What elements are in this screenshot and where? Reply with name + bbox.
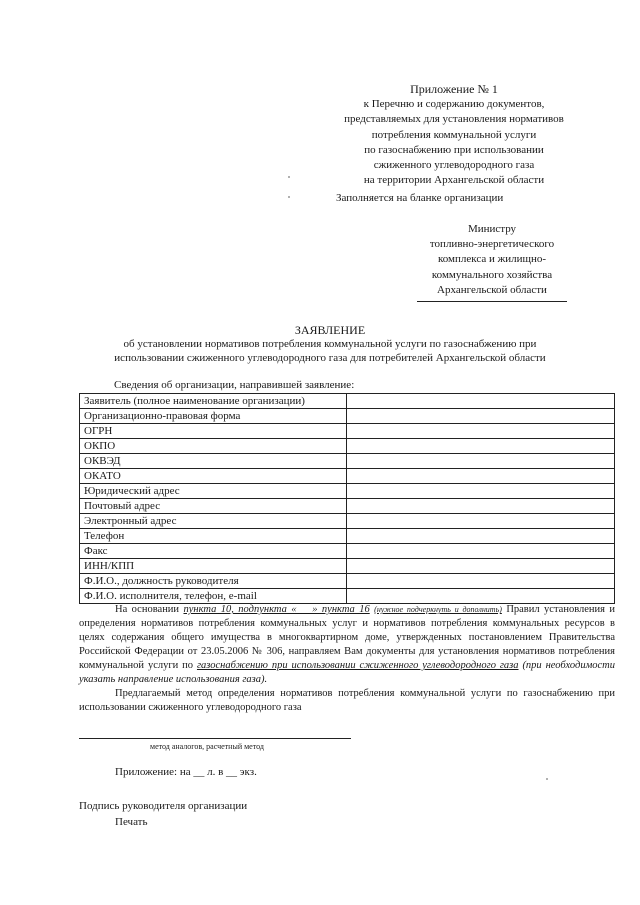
table-row — [80, 574, 615, 589]
stamp-label: Печать — [115, 816, 148, 828]
addressee-block — [412, 222, 572, 298]
addressee-line: комплекса и жилищно- — [437, 253, 547, 266]
row-label: ОГРН — [80, 424, 347, 439]
addressee-line: топливно-энергетического — [429, 238, 555, 251]
basis-prefix: На основании — [115, 604, 180, 615]
row-value-cell[interactable] — [347, 394, 615, 409]
annex-line: к Перечню и содержанию документов, — [363, 98, 545, 111]
row-value-cell[interactable] — [347, 574, 615, 589]
annex-line: представляемых для установления нормативов — [344, 113, 564, 126]
method-fill-line[interactable] — [79, 738, 351, 739]
row-label: Телефон — [80, 529, 347, 544]
row-value-cell[interactable] — [347, 439, 615, 454]
row-label: Ф.И.О., должность руководителя — [80, 574, 347, 589]
fill-note: Заполняется на бланке организации — [336, 192, 504, 204]
row-value-cell[interactable] — [347, 424, 615, 439]
paragraph-1 — [79, 603, 615, 687]
service-hint: (при необходимости указать направление использования газа). — [79, 660, 616, 685]
signature-label: Подпись руководителя организации — [79, 800, 248, 812]
paragraph-2-text: Предлагаемый метод определения нормативов потребления коммунальной услуги по газоснабжению при использовании сжиженного углеводородного газа — [79, 688, 615, 713]
row-value-cell[interactable] — [347, 559, 615, 574]
annex-block — [336, 82, 572, 188]
basis-clause: пункта 10, подпункта «___» пункта 16 — [183, 604, 370, 615]
subtitle-line-2: использовании сжиженного углеводородного газа для потребителей Архангельской области — [114, 352, 546, 364]
row-value-cell[interactable] — [347, 514, 615, 529]
table-row — [80, 544, 615, 559]
annex-line: потребления коммунальной услуги — [371, 128, 537, 141]
table-row — [80, 499, 615, 514]
row-value-cell[interactable] — [347, 454, 615, 469]
annex-line: по газоснабжению при использовании — [364, 143, 544, 156]
row-value-cell[interactable] — [347, 529, 615, 544]
addressee-name-line — [417, 301, 567, 302]
table-row — [80, 454, 615, 469]
document-title: ЗАЯВЛЕНИЕ — [294, 323, 366, 337]
row-label: ОКПО — [80, 439, 347, 454]
body-text — [79, 603, 615, 715]
addressee-line: коммунального хозяйства — [431, 268, 553, 281]
document-subtitle — [60, 337, 600, 365]
paragraph-2 — [79, 687, 615, 715]
row-label: Организационно-правовая форма — [80, 409, 347, 424]
table-row — [80, 559, 615, 574]
annex-title: Приложение № 1 — [410, 82, 498, 96]
table-row — [80, 439, 615, 454]
row-label: Почтовый адрес — [80, 499, 347, 514]
table-row — [80, 424, 615, 439]
row-label: Юридический адрес — [80, 484, 347, 499]
row-label: ИНН/КПП — [80, 559, 347, 574]
service-name: газоснабжению при использовании сжиженного углеводородного газа — [196, 660, 519, 671]
row-value-cell[interactable] — [347, 544, 615, 559]
method-caption: метод аналогов, расчетный метод — [150, 742, 264, 751]
row-label: Факс — [80, 544, 347, 559]
table-row — [80, 514, 615, 529]
row-label: ОКВЭД — [80, 454, 347, 469]
scan-speck — [288, 196, 290, 198]
row-value-cell[interactable] — [347, 499, 615, 514]
row-value-cell[interactable] — [347, 409, 615, 424]
addressee-line: Министру — [467, 223, 517, 235]
row-label: Заявитель (полное наименование организации) — [80, 394, 347, 409]
basis-hint: (нужное подчеркнуть и дополнить) — [374, 605, 502, 614]
row-value-cell[interactable] — [347, 484, 615, 499]
table-row — [80, 589, 615, 604]
attachment-line: Приложение: на __ л. в __ экз. — [115, 766, 257, 778]
table-row — [80, 409, 615, 424]
row-label: Ф.И.О. исполнителя, телефон, e-mail — [80, 589, 347, 604]
table-row — [80, 484, 615, 499]
scan-speck — [546, 778, 548, 780]
annex-line: на территории Архангельской области — [363, 174, 545, 187]
scan-speck — [288, 176, 290, 178]
table-row — [80, 469, 615, 484]
table-row — [80, 394, 615, 409]
row-value-cell[interactable] — [347, 589, 615, 604]
addressee-line: Архангельской области — [437, 283, 547, 296]
annex-line: сжиженного углеводородного газа — [373, 159, 535, 172]
row-label: ОКАТО — [80, 469, 347, 484]
row-value-cell[interactable] — [347, 469, 615, 484]
table-row — [80, 529, 615, 544]
subtitle-line-1: об установлении нормативов потребления коммунальной услуги по газоснабжению при — [123, 338, 537, 350]
paragraph-1-text: Правил установления и определения нормативов потребления коммунальных услуг и нормативов потребления коммунальных ресурсов в целях содержания общего имущества в многоквартирном доме, утвержденных постановлением Правительства Российской Федерации от 23.05.2006 № 306, направляем Вам документы для установления нормативов потребления коммунальной услуги по — [79, 604, 616, 671]
row-label: Электронный адрес — [80, 514, 347, 529]
org-info-table — [79, 393, 615, 604]
org-info-title: Сведения об организации, направившей заявление: — [114, 379, 355, 391]
